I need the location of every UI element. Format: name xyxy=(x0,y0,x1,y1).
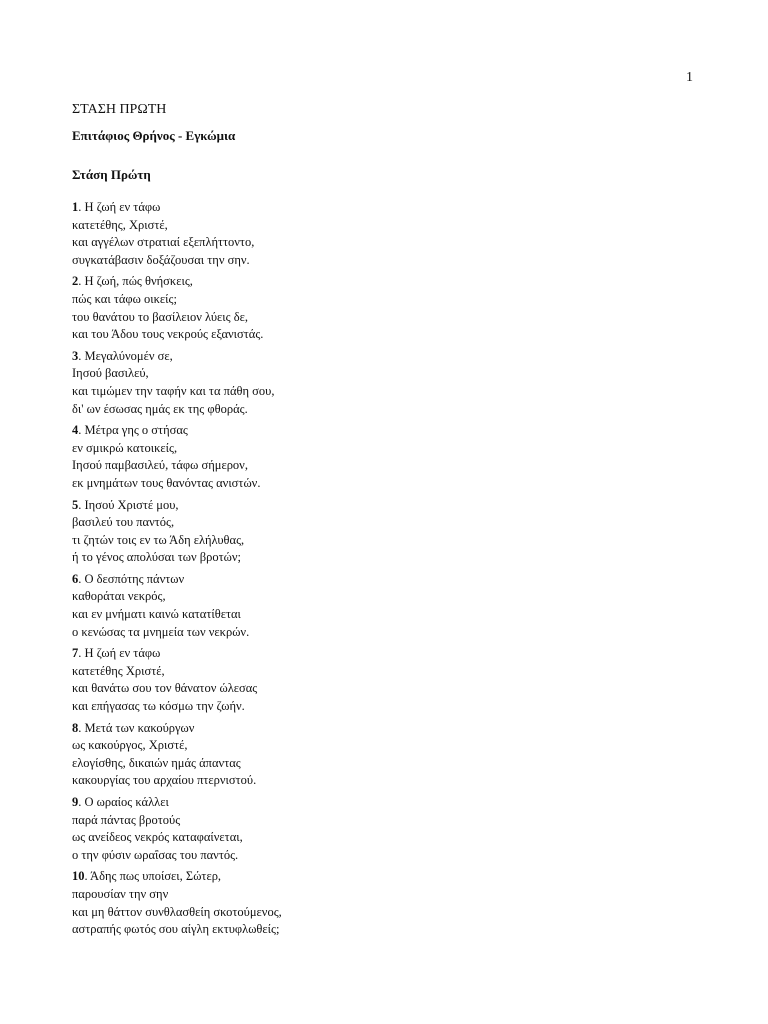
stanza-line: και θανάτω σου τον θάνατον ώλεσας xyxy=(72,681,258,696)
stanza-number: 4 xyxy=(72,423,79,438)
document-subtitle: Επιτάφιος Θρήνος - Εγκώμια xyxy=(72,128,236,143)
stanza-line: ο την φύσιν ωραΐσας του παντός. xyxy=(72,847,239,862)
stanza-line xyxy=(72,497,712,515)
stanza-line: και μη θάττον συνθλασθείη σκοτούμενος, xyxy=(72,904,282,919)
stanza xyxy=(72,348,712,418)
document-body xyxy=(72,101,712,943)
stanza-line: ο κενώσας τα μνημεία των νεκρών. xyxy=(72,624,250,639)
stanza-line-text: . Ο δεσπότης πάντων xyxy=(78,571,185,586)
stanza-line xyxy=(72,794,712,812)
stanza-line: ή το γένος απολύσαι των βροτών; xyxy=(72,550,241,565)
stanza xyxy=(72,273,712,343)
stanza-number: 1 xyxy=(72,200,79,214)
stanza xyxy=(72,720,712,790)
stanza-line-text: . Η ζωή, πώς θνήσκεις, xyxy=(78,274,193,289)
stanza-line: βασιλεύ του παντός, xyxy=(72,515,175,530)
stanza-line: παρουσίαν την σην xyxy=(72,886,169,901)
stanza-number: 7 xyxy=(72,646,79,661)
stanza-line: αστραπής φωτός σου αίγλη εκτυφλωθείς; xyxy=(72,922,280,937)
stanza-line xyxy=(72,868,712,886)
stanza-number: 5 xyxy=(72,497,79,512)
stanza-number: 3 xyxy=(72,348,79,363)
stanza-line-text: . Η ζωή εν τάφω xyxy=(78,646,161,661)
stanza-line: και επήγασας τω κόσμω την ζωήν. xyxy=(72,699,245,714)
stanza-line: πώς και τάφω οικείς; xyxy=(72,291,177,306)
stanza-line-text: . Μετά των κακούργων xyxy=(78,720,195,735)
stanza-line-text: . Άδης πως υποίσει, Σώτερ, xyxy=(84,869,222,884)
stanza-line-text: . Μέτρα γης ο στήσας xyxy=(78,423,188,438)
stanza-line: Ιησού παμβασιλεύ, τάφω σήμερον, xyxy=(72,458,248,473)
stanza-line xyxy=(72,720,712,738)
stanza-number: 10 xyxy=(72,869,85,884)
stanza-line xyxy=(72,422,712,440)
stanza xyxy=(72,571,712,641)
stanza-line: του θανάτου το βασίλειον λύεις δε, xyxy=(72,309,248,324)
stanza-line: ελογίσθης, δικαιών ημάς άπαντας xyxy=(72,755,241,770)
stanza-line: ως ανείδεος νεκρός καταφαίνεται, xyxy=(72,830,243,845)
stanza-line: Ιησού βασιλεύ, xyxy=(72,366,149,381)
stanza xyxy=(72,794,712,864)
stanza xyxy=(72,868,712,938)
stanza-line: κατετέθης Χριστέ, xyxy=(72,663,165,678)
page-number: 1 xyxy=(686,70,693,85)
stanza-line xyxy=(72,273,712,291)
stanza-line xyxy=(72,571,712,589)
stanza-line xyxy=(72,199,712,217)
stanza-line: παρά πάντας βροτούς xyxy=(72,812,181,827)
stanza-line-text: . Ο ωραίος κάλλει xyxy=(78,795,169,809)
stanza-list xyxy=(72,199,712,939)
stanza-number: 2 xyxy=(72,274,79,289)
document-title: ΣΤΑΣΗ ΠΡΩΤΗ xyxy=(72,102,167,117)
stanza-line: δι' ων έσωσας ημάς εκ της φθοράς. xyxy=(72,401,248,416)
stanza-line: ως κακούργος, Χριστέ, xyxy=(72,738,188,753)
stanza-line xyxy=(72,645,712,663)
stanza xyxy=(72,199,712,269)
stanza-line-text: . Μεγαλύνομέν σε, xyxy=(78,348,173,363)
stanza-number: 6 xyxy=(72,571,79,586)
stanza-line: τι ζητών τοις εν τω Άδη ελήλυθας, xyxy=(72,532,245,547)
stanza xyxy=(72,497,712,567)
stanza-line: και του Άδου τους νεκρούς εξανιστάς. xyxy=(72,327,264,342)
stanza-line xyxy=(72,348,712,366)
stanza-line: και αγγέλων στρατιαί εξεπλήττοντο, xyxy=(72,235,255,250)
stanza-number: 8 xyxy=(72,720,79,735)
stanza-line: και εν μνήματι καινώ κατατίθεται xyxy=(72,607,241,622)
stanza-line: συγκατάβασιν δοξάζουσαι την σην. xyxy=(72,252,250,267)
stanza xyxy=(72,645,712,715)
stanza-line-text: . Η ζωή εν τάφω xyxy=(78,200,161,214)
stanza xyxy=(72,422,712,492)
stanza-line: καθοράται νεκρός, xyxy=(72,589,166,604)
stanza-line-text: . Ιησού Χριστέ μου, xyxy=(78,497,179,512)
stanza-line: και τιμώμεν την ταφήν και τα πάθη σου, xyxy=(72,383,275,398)
stanza-line: εκ μνημάτων τους θανόντας ανιστών. xyxy=(72,475,261,490)
stanza-line: κατετέθης, Χριστέ, xyxy=(72,217,168,232)
section-title: Στάση Πρώτη xyxy=(72,167,151,182)
stanza-number: 9 xyxy=(72,795,79,809)
stanza-line: εν σμικρώ κατοικείς, xyxy=(72,440,178,455)
stanza-line: κακουργίας του αρχαίου πτερνιστού. xyxy=(72,773,257,788)
